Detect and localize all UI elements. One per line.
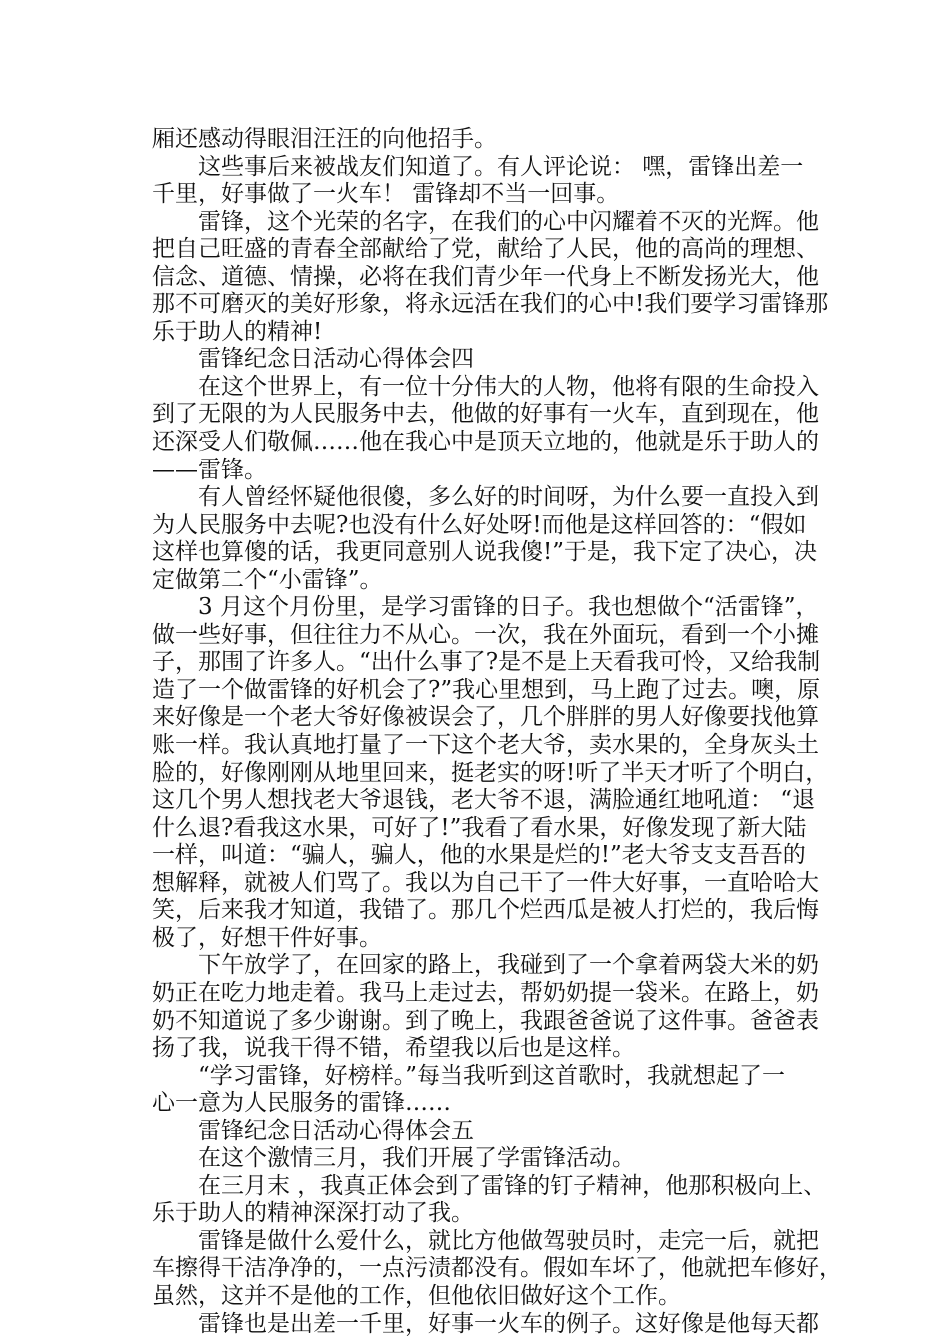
text-line: 这些事后来被战友们知道了。有人评论说： 嘿，雷锋出差一 bbox=[198, 153, 804, 180]
text-line: 想解释，就被人们骂了。我以为自己干了一件大好事，一直哈哈大 bbox=[152, 869, 819, 896]
text-line: 账一样。我认真地打量了一下这个老大爷，卖水果的，全身灰头土 bbox=[152, 732, 819, 759]
text-line: 到了无限的为人民服务中去，他做的好事有一火车，直到现在，他 bbox=[152, 401, 819, 428]
text-line: 乐于助人的精神深深打动了我。 bbox=[152, 1200, 474, 1227]
text-line: 3 月这个月份里，是学习雷锋的日子。我也想做个“活雷锋”， bbox=[198, 594, 819, 621]
text-line: ——雷锋。 bbox=[152, 456, 267, 483]
text-line: 在这个激情三月，我们开展了学雷锋活动。 bbox=[198, 1145, 635, 1172]
text-line: 心一意为人民服务的雷锋…… bbox=[152, 1090, 451, 1117]
text-line: 奶不知道说了多少谢谢。到了晚上，我跟爸爸说了这件事。爸爸表 bbox=[152, 1007, 819, 1034]
text-line: 雷锋是做什么爱什么，就比方他做驾驶员时，走完一后，就把 bbox=[198, 1227, 819, 1254]
text-line: 什么退?看我这水果，可好了!”我看了看水果，好像发现了新大陆 bbox=[152, 814, 807, 841]
text-line: 乐于助人的精神! bbox=[152, 318, 323, 345]
text-line: 还深受人们敬佩……他在我心中是顶天立地的，他就是乐于助人的 bbox=[152, 429, 819, 456]
text-line: 厢还感动得眼泪汪汪的向他招手。 bbox=[152, 126, 497, 152]
body-text bbox=[152, 126, 842, 1338]
text-line: 雷锋纪念日活动心得体会四 bbox=[198, 346, 474, 373]
text-line: 雷锋，这个光荣的名字，在我们的心中闪耀着不灭的光辉。他 bbox=[198, 208, 819, 235]
text-line: 这几个男人想找老大爷退钱，老大爷不退，满脸通红地吼道： “退 bbox=[152, 787, 816, 814]
text-line: 子，那围了许多人。“出什么事了?是不是上天看我可怜，又给我制 bbox=[152, 649, 821, 676]
text-line: 雷锋也是出差一千里，好事一火车的例子。这好像是他每天都 bbox=[198, 1310, 819, 1337]
text-line: 雷锋纪念日活动心得体会五 bbox=[198, 1117, 474, 1144]
text-line: “学习雷锋，好榜样。”每当我听到这首歌时，我就想起了一 bbox=[198, 1062, 786, 1089]
text-line: 千里，好事做了一火车！ 雷锋却不当一回事。 bbox=[152, 181, 620, 208]
text-line: 有人曾经怀疑他很傻，多么好的时间呀，为什么要一直投入到 bbox=[198, 484, 819, 511]
text-line: 扬了我，说我干得不错，希望我以后也是这样。 bbox=[152, 1035, 635, 1062]
text-line: 笑，后来我才知道，我错了。那几个烂西瓜是被人打烂的，我后悔 bbox=[152, 897, 819, 924]
text-line: 造了一个做雷锋的好机会了?”我心里想到，马上跑了过去。噢，原 bbox=[152, 676, 821, 703]
text-line: 做一些好事，但往往力不从心。一次，我在外面玩，看到一个小摊 bbox=[152, 621, 819, 648]
text-line: 定做第二个“小雷锋”。 bbox=[152, 566, 383, 593]
text-line: 信念、道德、情操，必将在我们青少年一代身上不断发扬光大，他 bbox=[152, 263, 819, 290]
text-line: 下午放学了，在回家的路上，我碰到了一个拿着两袋大米的奶 bbox=[198, 952, 819, 979]
text-line: 那不可磨灭的美好形象，将永远活在我们的心中!我们要学习雷锋那 bbox=[152, 291, 829, 318]
text-line: 虽然，这并不是他的工作，但他依旧做好这个工作。 bbox=[152, 1282, 681, 1309]
text-line: 这样也算傻的话，我更同意别人说我傻!”于是，我下定了决心，决 bbox=[152, 539, 818, 566]
text-line: 来好像是一个老大爷好像被误会了，几个胖胖的男人好像要找他算 bbox=[152, 704, 819, 731]
text-line: 在三月末 ，我真正体会到了雷锋的钉子精神，他那积极向上、 bbox=[198, 1172, 827, 1199]
text-line: 把自己旺盛的青春全部献给了党，献给了人民，他的高尚的理想、 bbox=[152, 236, 819, 263]
text-line: 为人民服务中去呢?也没有什么好处呀!而他是这样回答的：“假如 bbox=[152, 511, 807, 538]
text-line: 极了，好想干件好事。 bbox=[152, 924, 382, 951]
text-line: 脸的，好像刚刚从地里回来，挺老实的呀!听了半天才听了个明白， bbox=[152, 759, 829, 786]
text-line: 奶正在吃力地走着。我马上走过去，帮奶奶提一袋米。在路上，奶 bbox=[152, 979, 819, 1006]
text-line: 车擦得干洁净净的，一点污渍都没有。假如车坏了，他就把车修好， bbox=[152, 1255, 842, 1282]
text-line: 一样，叫道：“骗人，骗人，他的水果是烂的!”老大爷支支吾吾的 bbox=[152, 842, 806, 869]
text-line: 在这个世界上，有一位十分伟大的人物，他将有限的生命投入 bbox=[198, 373, 819, 400]
